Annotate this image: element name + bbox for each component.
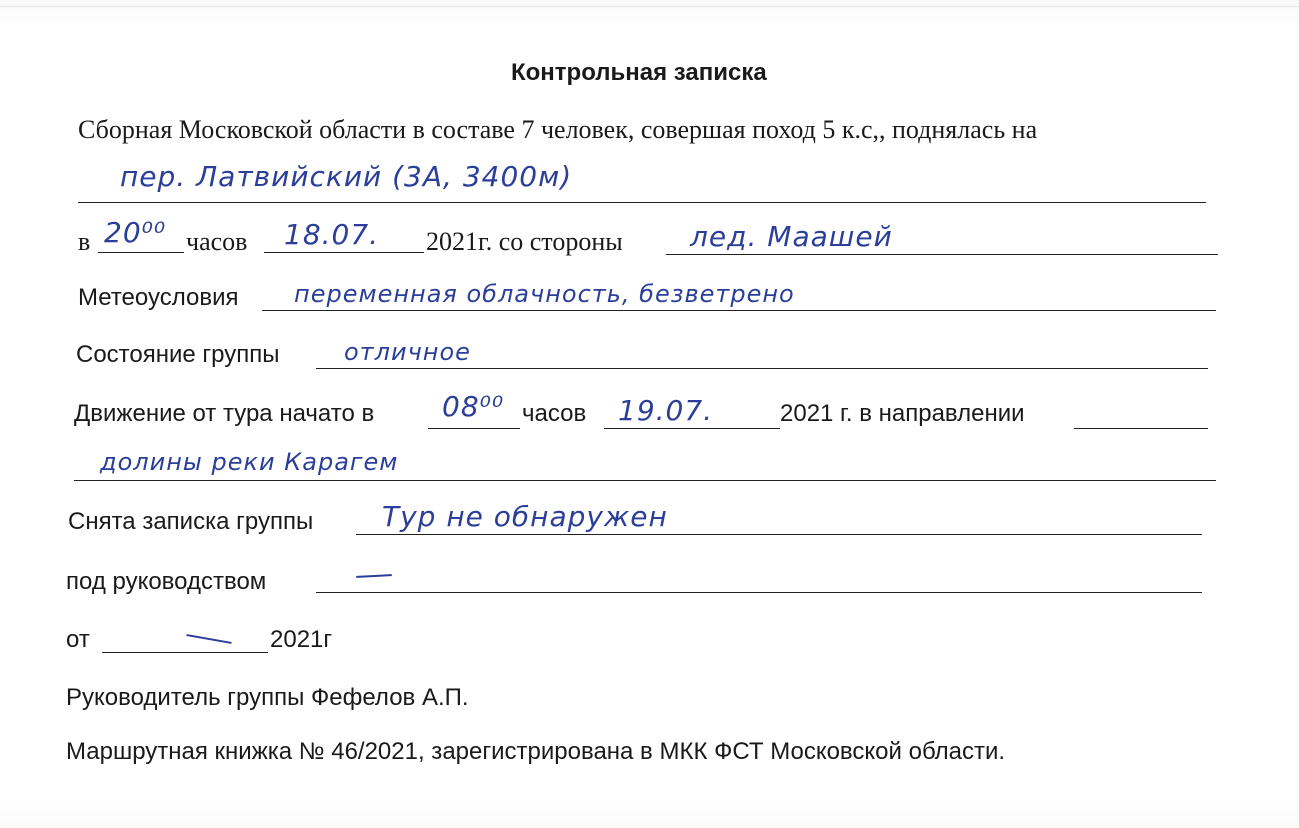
- weather-rule: [262, 310, 1216, 311]
- from-year: 2021г: [270, 626, 333, 653]
- move-time-handwritten: 08⁰⁰: [442, 390, 505, 423]
- page-title: Контрольная записка: [511, 59, 767, 86]
- move-date-handwritten: 19.07.: [618, 394, 714, 427]
- from-label: от: [66, 626, 90, 653]
- side-rule: [666, 254, 1218, 255]
- year-side-label: 2021г. со стороны: [426, 227, 623, 256]
- direction-tail-rule: [1074, 428, 1208, 429]
- intro-text: Сборная Московской области в составе 7 человек, совершая поход 5 к.с,, поднялась на: [78, 115, 1038, 144]
- move-hours-label: часов: [522, 400, 587, 427]
- move-date-rule: [604, 428, 780, 429]
- condition-handwritten: отличное: [344, 338, 471, 366]
- condition-label: Состояние группы: [76, 341, 280, 368]
- from-rule: [102, 652, 268, 653]
- leader-label: под руководством: [66, 568, 267, 595]
- taken-handwritten: Тур не обнаружен: [382, 500, 668, 533]
- pass-name-handwritten: пер. Латвийский (3А, 3400м): [120, 160, 573, 193]
- in-prefix: в: [78, 227, 91, 256]
- pass-name-rule: [78, 202, 1206, 203]
- date-rule: [264, 252, 424, 253]
- direction-handwritten: долины реки Карагем: [100, 448, 399, 476]
- weather-label: Метеоусловия: [78, 284, 239, 311]
- condition-rule: [316, 368, 1208, 369]
- hours-label: часов: [186, 227, 248, 256]
- taken-rule: [356, 534, 1202, 535]
- move-time-rule: [428, 428, 520, 429]
- move-year-label: 2021 г. в направлении: [780, 400, 1025, 427]
- route-book: Маршрутная книжка № 46/2021, зарегистрирована в МКК ФСТ Московской области.: [66, 738, 1006, 765]
- side-handwritten: лед. Маашей: [690, 220, 893, 253]
- direction-rule: [74, 480, 1216, 481]
- date-handwritten: 18.07.: [284, 218, 380, 251]
- taken-label: Снята записка группы: [68, 508, 314, 535]
- movement-label: Движение от тура начато в: [74, 400, 375, 427]
- weather-handwritten: переменная облачность, безветрено: [294, 280, 795, 308]
- time-rule: [98, 252, 184, 253]
- time-handwritten: 20⁰⁰: [104, 216, 167, 249]
- leader-rule: [316, 592, 1202, 593]
- top-edge: [0, 6, 1299, 7]
- group-leader: Руководитель группы Фефелов А.П.: [66, 684, 469, 711]
